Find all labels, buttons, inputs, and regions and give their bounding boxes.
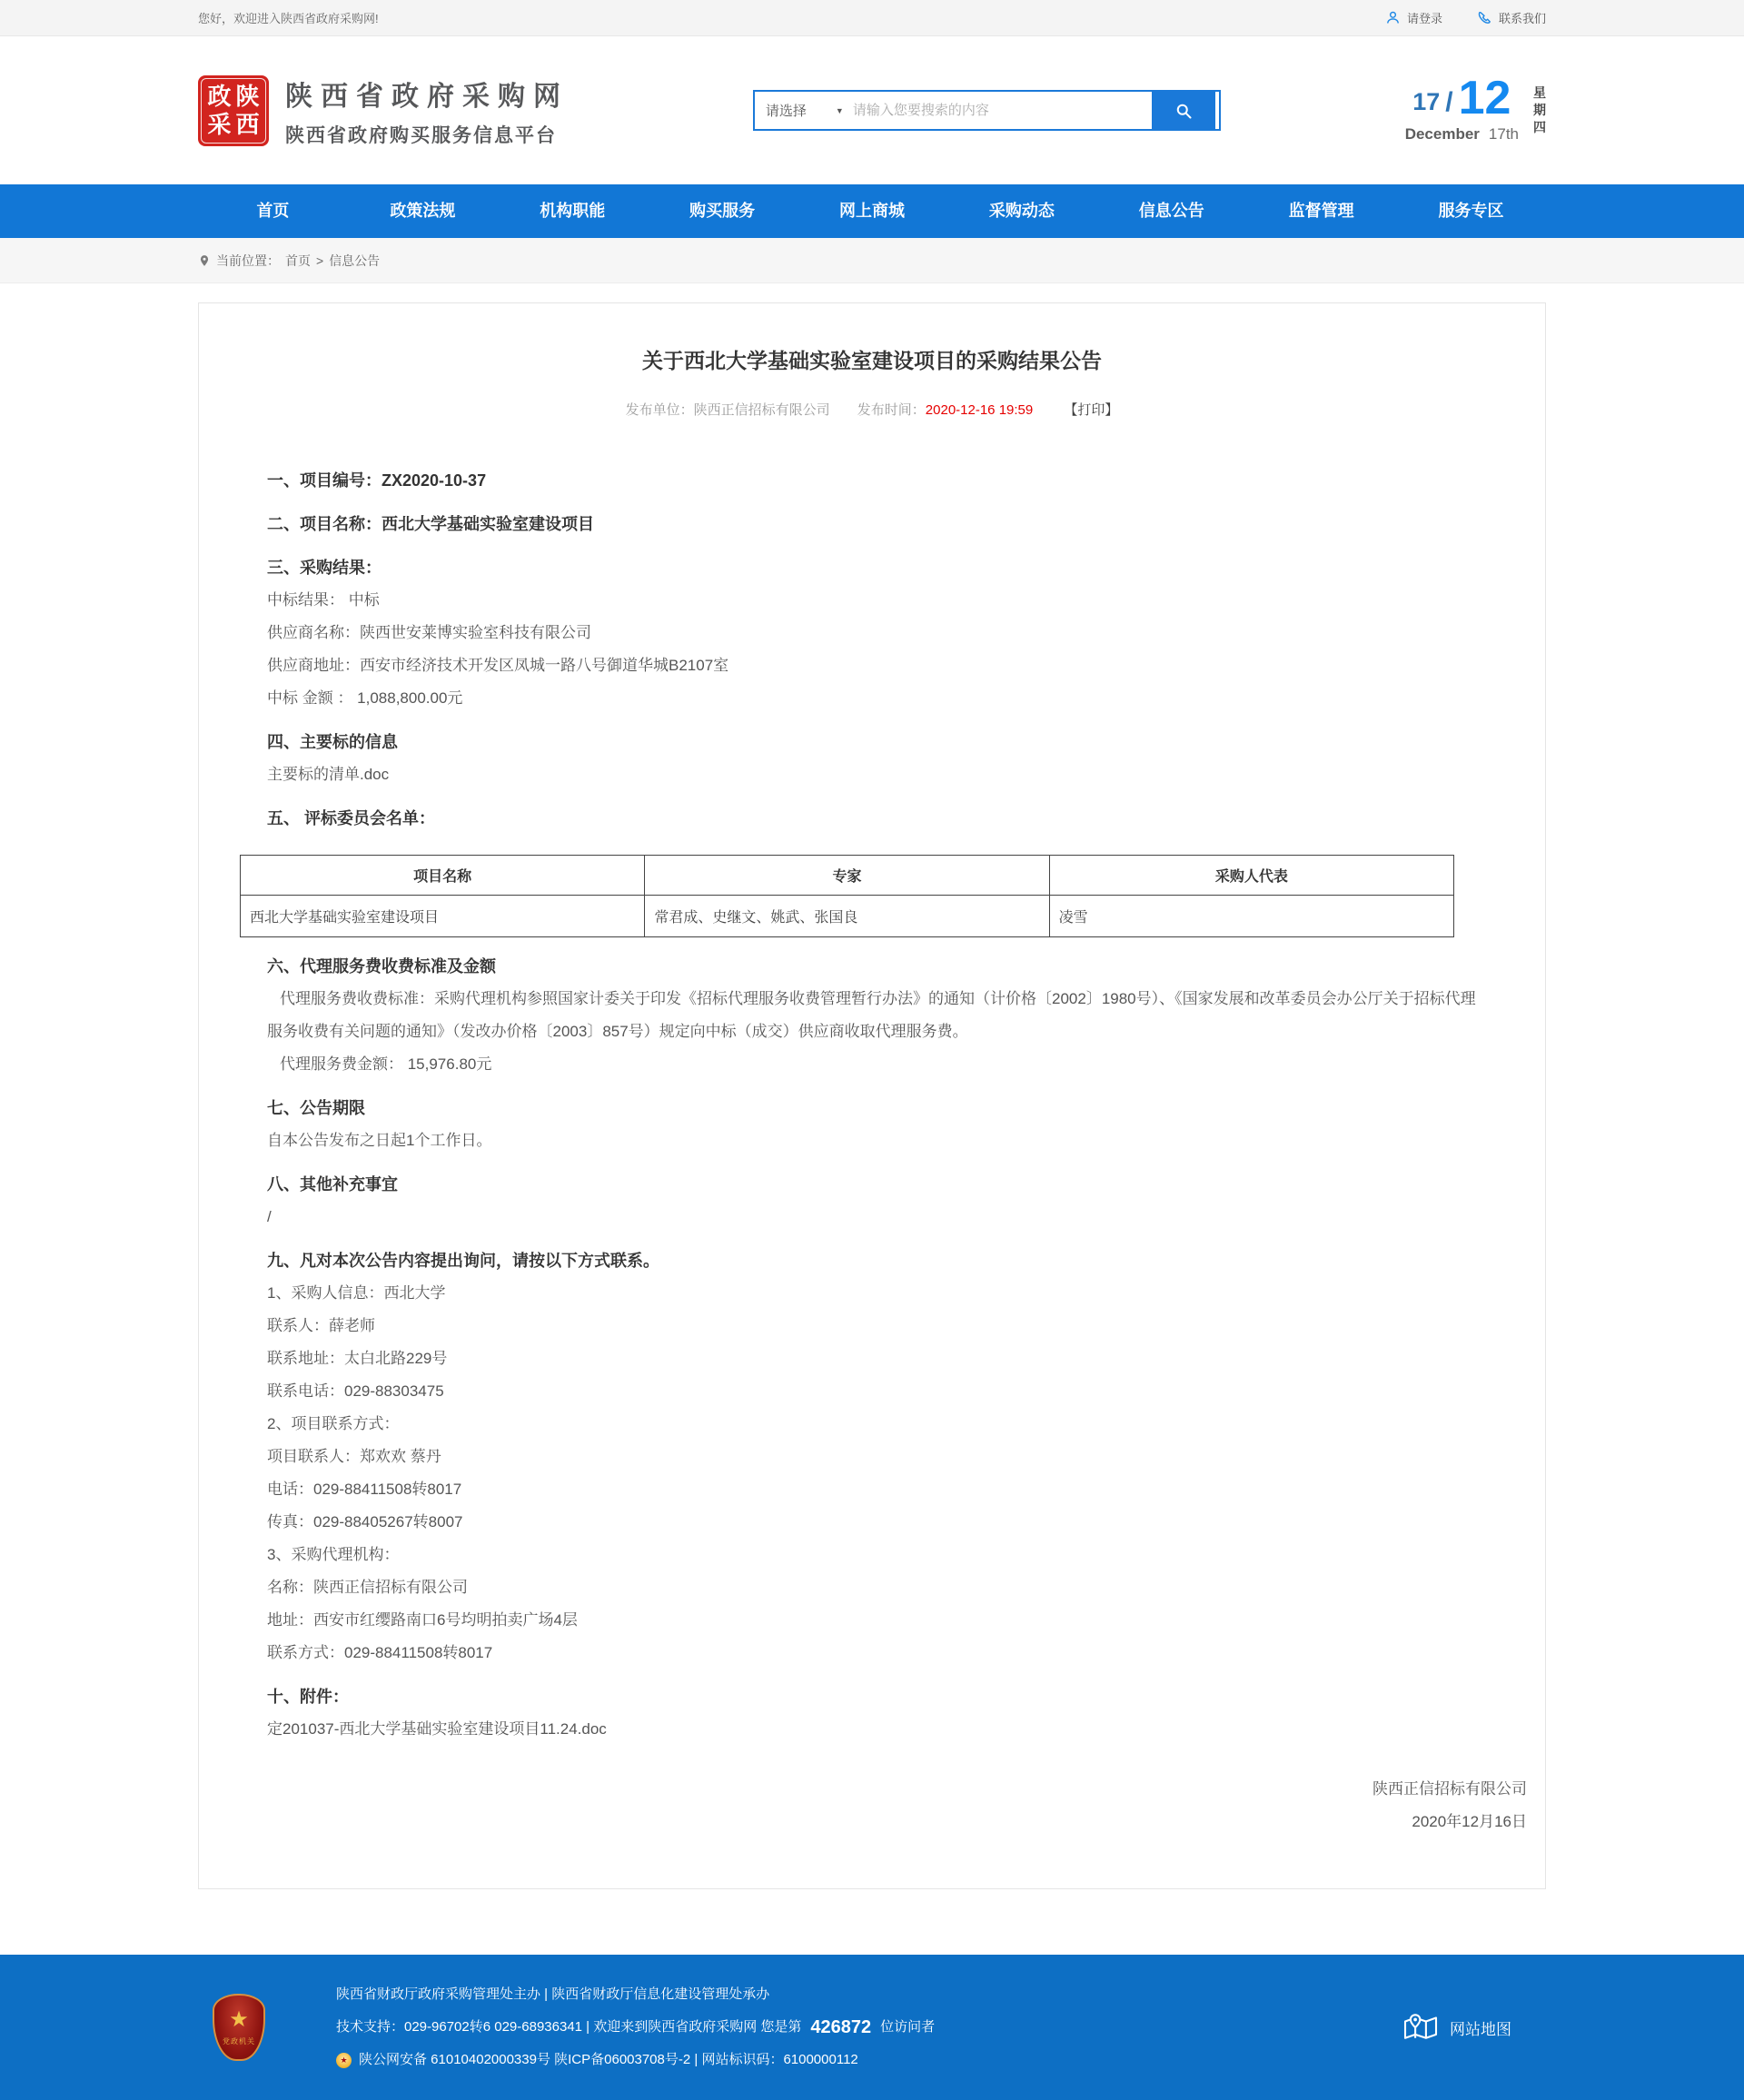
body-paragraph: 电话：029-88411508转8017 bbox=[267, 1481, 462, 1498]
nav-item[interactable]: 首页 bbox=[256, 202, 290, 220]
signature-company: 陕西正信招标有限公司 bbox=[1372, 1780, 1527, 1798]
breadcrumb-home-link[interactable]: 首页 bbox=[285, 253, 311, 268]
weekday-char: 四 bbox=[1533, 119, 1546, 134]
table-header-cell: 项目名称 bbox=[241, 856, 645, 896]
nav-item[interactable]: 网上商城 bbox=[839, 202, 905, 220]
chevron-down-icon: ▼ bbox=[835, 105, 844, 115]
breadcrumb bbox=[198, 238, 1546, 282]
nav-item[interactable]: 购买服务 bbox=[689, 202, 756, 220]
table-cell: 凌雪 bbox=[1049, 896, 1453, 937]
nav-item[interactable]: 采购动态 bbox=[988, 202, 1055, 220]
section-heading: 九、凡对本次公告内容提出询问，请按以下方式联系。 bbox=[267, 1252, 659, 1270]
body-paragraph: 传真：029-88405267转8007 bbox=[267, 1513, 463, 1530]
body-paragraph: 中标 金额 ： 1,088,800.00元 bbox=[267, 689, 463, 707]
logo-char: 陕 bbox=[235, 83, 260, 110]
top-utility-bar bbox=[0, 0, 1744, 36]
government-badge-icon bbox=[213, 1994, 265, 2061]
badge-label: 党政机关 bbox=[223, 2036, 255, 2046]
table-header-cell: 采购人代表 bbox=[1049, 856, 1453, 896]
article-card bbox=[198, 302, 1546, 1889]
nav-menu bbox=[198, 184, 1546, 238]
body-paragraph: 2、项目联系方式： bbox=[267, 1415, 400, 1432]
body-paragraph: 项目联系人：郑欢欢 蔡丹 bbox=[267, 1448, 441, 1465]
body-paragraph: 联系人：薛老师 bbox=[267, 1317, 375, 1334]
publisher-name: 陕西正信招标有限公司 bbox=[693, 402, 830, 418]
login-link[interactable] bbox=[1385, 9, 1442, 26]
table-cell: 西北大学基础实验室建设项目 bbox=[241, 896, 645, 937]
body-paragraph: 代理服务费金额： 15,976.80元 bbox=[280, 1055, 492, 1073]
committee-table bbox=[240, 855, 1454, 937]
search-input[interactable] bbox=[853, 92, 1152, 129]
body-paragraph: 供应商地址：西安市经济技术开发区凤城一路八号御道华城B2107室 bbox=[267, 657, 729, 674]
publish-time: 2020-12-16 19:59 bbox=[925, 402, 1034, 418]
footer-line-organizers: 陕西省财政厅政府采购管理处主办 | 陕西省财政厅信息化建设管理处承办 bbox=[336, 1986, 770, 2002]
body-paragraph: 联系地址：太白北路229号 bbox=[267, 1350, 448, 1367]
body-paragraph: 联系方式：029-88411508转8017 bbox=[267, 1644, 493, 1661]
body-paragraph: 3、采购代理机构： bbox=[267, 1546, 400, 1563]
section-heading: 四、主要标的信息 bbox=[267, 733, 398, 751]
badge-emblem: ★ bbox=[229, 2006, 249, 2032]
police-badge-icon: ★ bbox=[336, 2053, 352, 2068]
footer-support-text: 技术支持：029-96702转6 029-68936341 | 欢迎来到陕西省政府采购网 您是第 bbox=[336, 2019, 802, 2035]
search-select-label: 请选择 bbox=[765, 104, 807, 119]
main-navigation bbox=[0, 184, 1744, 238]
footer-line-registration bbox=[336, 2046, 935, 2074]
site-logo-seal bbox=[198, 75, 269, 146]
nav-item[interactable]: 服务专区 bbox=[1438, 202, 1504, 220]
body-paragraph: 代理服务费收费标准：采购代理机构参照国家计委关于印发《招标代理服务收费管理暂行办法》的通知（计价格〔2002〕1980号）、《国家发展和改革委员会办公厅关于招标代理服务收费有关问题的通知》（发改办价格〔2003〕857号）规定向中标（成交）供应商收取代理服务费。 bbox=[267, 990, 1476, 1040]
date-month-name: December bbox=[1404, 124, 1480, 143]
body-paragraph: / bbox=[267, 1208, 272, 1225]
attachment-link[interactable]: 主要标的清单.doc bbox=[267, 766, 390, 783]
body-paragraph: 供应商名称：陕西世安莱博实验室科技有限公司 bbox=[267, 624, 591, 641]
breadcrumb-current: 信息公告 bbox=[329, 253, 381, 268]
welcome-text: 您好，欢迎进入陕西省政府采购网! bbox=[198, 12, 379, 25]
date-day: 17 bbox=[1412, 87, 1441, 115]
search-button[interactable] bbox=[1152, 92, 1215, 129]
body-paragraph: 地址：西安市红缨路南口6号均明拍卖广场4层 bbox=[267, 1611, 578, 1629]
site-subtitle: 陕西省政府购买服务信息平台 bbox=[285, 124, 557, 146]
section-heading: 十、附件： bbox=[267, 1688, 349, 1706]
section-heading: 七、公告期限 bbox=[267, 1099, 365, 1117]
section-heading: 六、代理服务费收费标准及金额 bbox=[267, 957, 496, 976]
search-box bbox=[753, 90, 1221, 131]
location-pin-icon bbox=[198, 253, 211, 268]
breadcrumb-bar bbox=[0, 238, 1744, 283]
body-paragraph: 自本公告发布之日起1个工作日。 bbox=[267, 1132, 492, 1149]
date-weekday bbox=[1533, 84, 1546, 136]
section-heading: 一、项目编号：ZX2020-10-37 bbox=[267, 471, 487, 490]
sitemap-link[interactable] bbox=[1402, 2012, 1511, 2043]
body-paragraph: 名称：陕西正信招标有限公司 bbox=[267, 1579, 468, 1596]
section-heading: 三、采购结果： bbox=[267, 559, 382, 577]
logo-char: 政 bbox=[207, 83, 232, 110]
body-paragraph: 1、采购人信息：西北大学 bbox=[267, 1284, 446, 1302]
site-title: 陕西省政府采购网 bbox=[285, 81, 569, 112]
contact-us-link[interactable] bbox=[1477, 9, 1546, 26]
breadcrumb-separator: > bbox=[316, 253, 324, 268]
nav-item[interactable]: 信息公告 bbox=[1138, 202, 1204, 220]
site-brand[interactable] bbox=[198, 74, 569, 148]
logo-char: 采 bbox=[207, 111, 232, 138]
attachment-link[interactable]: 定201037-西北大学基础实验室建设项目11.24.doc bbox=[267, 1720, 607, 1738]
contact-label: 联系我们 bbox=[1498, 12, 1546, 25]
nav-item[interactable]: 监督管理 bbox=[1288, 202, 1354, 220]
section-heading: 五、 评标委员会名单： bbox=[267, 809, 435, 827]
section-heading: 八、其他补充事宜 bbox=[267, 1175, 398, 1194]
body-paragraph: 联系电话：029-88303475 bbox=[267, 1382, 444, 1400]
table-cell: 常君成、史继文、姚武、张国良 bbox=[645, 896, 1049, 937]
search-category-select[interactable] bbox=[755, 92, 853, 129]
article-body bbox=[199, 419, 1545, 1746]
map-icon bbox=[1402, 2012, 1439, 2043]
search-icon bbox=[1174, 102, 1193, 120]
article-meta bbox=[199, 400, 1545, 419]
nav-item[interactable]: 政策法规 bbox=[390, 202, 456, 220]
table-header-cell: 专家 bbox=[645, 856, 1049, 896]
section-heading: 二、项目名称：西北大学基础实验室建设项目 bbox=[267, 515, 594, 533]
footer-line-support bbox=[336, 2014, 935, 2041]
weekday-char: 期 bbox=[1533, 102, 1546, 117]
logo-char: 西 bbox=[235, 111, 260, 138]
date-month: 12 bbox=[1458, 72, 1511, 125]
publish-time-label: 发布时间： bbox=[857, 402, 926, 418]
publisher-label: 发布单位： bbox=[625, 402, 694, 418]
table-row bbox=[241, 896, 1454, 937]
user-icon bbox=[1385, 10, 1401, 25]
article-signature bbox=[199, 1773, 1545, 1838]
login-label: 请登录 bbox=[1406, 12, 1442, 25]
footer-visitor-suffix: 位访问者 bbox=[880, 2019, 936, 2035]
sitemap-label: 网站地图 bbox=[1450, 2020, 1511, 2038]
nav-item[interactable]: 机构职能 bbox=[540, 202, 606, 220]
phone-icon bbox=[1477, 10, 1492, 25]
footer-registration-text: 陕公网安备 61010402000339号 陕ICP备06003708号-2 | 网站标识码：6100000112 bbox=[359, 2052, 858, 2067]
breadcrumb-label: 当前位置： bbox=[216, 253, 280, 268]
signature-date: 2020年12月16日 bbox=[1412, 1813, 1527, 1830]
body-paragraph: 中标结果： 中标 bbox=[267, 591, 380, 609]
date-widget bbox=[1404, 72, 1546, 144]
date-ordinal: 17th bbox=[1488, 124, 1519, 143]
print-button[interactable]: 【打印】 bbox=[1064, 402, 1119, 418]
site-header bbox=[0, 36, 1744, 184]
visitor-count: 426872 bbox=[810, 2017, 872, 2037]
article-title: 关于西北大学基础实验室建设项目的采购结果公告 bbox=[642, 349, 1102, 372]
date-slash: / bbox=[1445, 86, 1453, 117]
site-footer bbox=[0, 1955, 1744, 2100]
weekday-char: 星 bbox=[1533, 84, 1546, 100]
